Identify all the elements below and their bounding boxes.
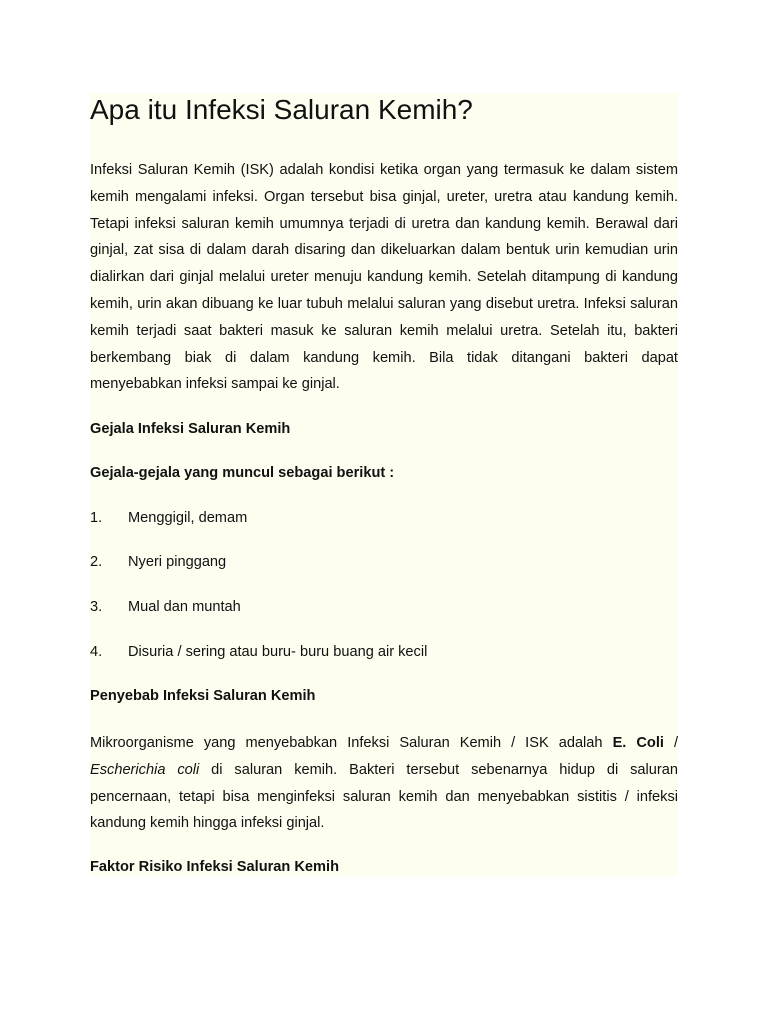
symptom-list-item xyxy=(90,508,247,528)
bacteria-name-bold: E. Coli xyxy=(612,735,664,751)
symptom-list-item xyxy=(90,597,241,617)
list-number: 3. xyxy=(90,599,103,615)
causes-text-part1: Mikroorganisme yang menyebabkan Infeksi Saluran Kemih / ISK adalah xyxy=(90,735,613,751)
causes-heading: Penyebab Infeksi Saluran Kemih xyxy=(90,688,316,704)
causes-text-part2: / xyxy=(663,735,679,751)
list-number: 4. xyxy=(90,644,103,660)
symptoms-heading: Gejala Infeksi Saluran Kemih xyxy=(90,421,291,437)
list-item-text: Nyeri pinggang xyxy=(128,554,227,570)
symptom-list-item xyxy=(90,642,427,662)
document-content xyxy=(90,93,678,876)
symptom-list-item xyxy=(90,552,226,572)
list-item-text: Menggigil, demam xyxy=(128,510,248,526)
list-item-text: Disuria / sering atau buru- buru buang air kecil xyxy=(128,644,428,660)
bacteria-name-italic: Escherichia coli xyxy=(90,761,200,778)
list-number: 2. xyxy=(90,554,103,570)
page-title: Apa itu Infeksi Saluran Kemih? xyxy=(90,94,473,125)
symptoms-intro: Gejala-gejala yang muncul sebagai berikut : xyxy=(90,465,395,481)
causes-paragraph xyxy=(90,730,678,837)
risk-factors-heading: Faktor Risiko Infeksi Saluran Kemih xyxy=(90,859,339,875)
list-item-text: Mual dan muntah xyxy=(128,599,241,615)
list-number: 1. xyxy=(90,510,103,526)
causes-text-part3: di saluran kemih. Bakteri tersebut sebenarnya hidup di saluran pencernaan, tetapi bisa menginfeksi saluran kemih dan menyebabkan sistitis / infeksi kandung kemih hingga infeksi ginjal. xyxy=(90,761,678,832)
intro-paragraph: Infeksi Saluran Kemih (ISK) adalah kondisi ketika organ yang termasuk ke dalam sistem kemih mengalami infeksi. Organ tersebut bisa ginjal, ureter, uretra atau kandung kemih. Tetapi infeksi saluran kemih umumnya terjadi di uretra dan kandung kemih. Berawal dari ginjal, zat sisa di dalam darah disaring dan dikeluarkan dalam bentuk urin kemudian urin dialirkan dari ginjal melalui ureter menuju kandung kemih. Setelah ditampung di kandung kemih, urin akan dibuang ke luar tubuh melalui saluran yang disebut uretra. Infeksi saluran kemih terjadi saat bakteri masuk ke saluran kemih melalui uretra. Setelah itu, bakteri berkembang biak di dalam kandung kemih. Bila tidak ditangani bakteri dapat menyebabkan infeksi sampai ke ginjal. xyxy=(90,162,678,393)
